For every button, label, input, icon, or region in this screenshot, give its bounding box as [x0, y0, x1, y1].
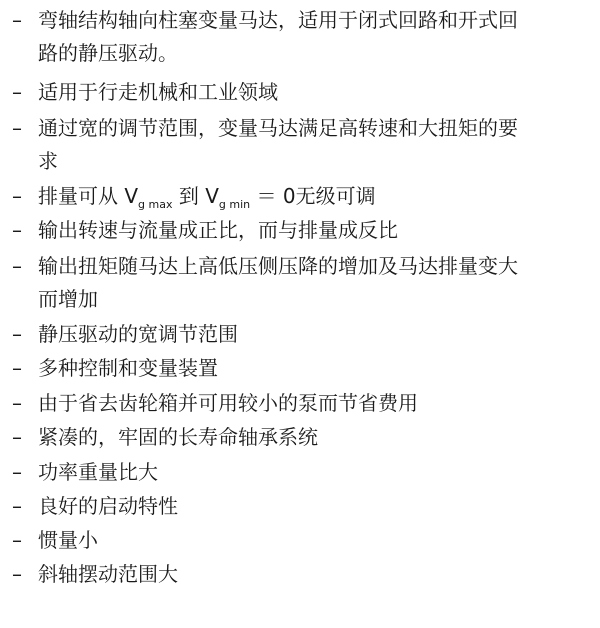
- subscript-max: g max: [138, 198, 173, 211]
- subscript-min: g min: [218, 198, 251, 211]
- bullet-dash: –: [12, 528, 22, 552]
- bullet-dash: –: [12, 562, 22, 586]
- item-text: 静压驱动的宽调节范围: [38, 322, 238, 346]
- item-text: 求: [38, 149, 58, 173]
- bullet-dash: –: [12, 425, 22, 449]
- item-text: 路的静压驱动。: [38, 41, 178, 65]
- bullet-dash: –: [12, 218, 22, 242]
- bullet-dash: –: [12, 460, 22, 484]
- bullet-dash: –: [12, 254, 22, 278]
- bullet-dash: –: [12, 8, 22, 32]
- item-text: 多种控制和变量装置: [38, 356, 218, 380]
- bullet-dash: –: [12, 184, 22, 208]
- bullet-dash: –: [12, 116, 22, 140]
- item-text: 惯量小: [38, 528, 98, 552]
- item-text: 通过宽的调节范围，变量马达满足高转速和大扭矩的要: [38, 116, 518, 140]
- item-text: 由于省去齿轮箱并可用较小的泵而节省费用: [38, 391, 418, 415]
- item-text: 输出扭矩随马达上高低压侧压降的增加及马达排量变大: [38, 254, 518, 278]
- item-text: 斜轴摆动范围大: [38, 562, 178, 586]
- item-text: 紧凑的，牢固的长寿命轴承系统: [38, 425, 318, 449]
- item-text: 良好的启动特性: [38, 494, 178, 518]
- displacement-prefix: 排量可从 V: [38, 184, 139, 208]
- bullet-dash: –: [12, 391, 22, 415]
- bullet-dash: –: [12, 494, 22, 518]
- item-text: 适用于行走机械和工业领域: [38, 80, 278, 104]
- bullet-dash: –: [12, 80, 22, 104]
- item-text: 功率重量比大: [38, 460, 158, 484]
- item-text: 输出转速与流量成正比，而与排量成反比: [38, 218, 398, 242]
- bullet-dash: –: [12, 322, 22, 346]
- displacement-middle: 到 V: [172, 184, 219, 208]
- item-text: 而增加: [38, 287, 98, 311]
- displacement-suffix: ＝ 0无级可调: [250, 184, 376, 208]
- bullet-dash: –: [12, 356, 22, 380]
- item-text: 弯轴结构轴向柱塞变量马达，适用于闭式回路和开式回: [38, 8, 518, 32]
